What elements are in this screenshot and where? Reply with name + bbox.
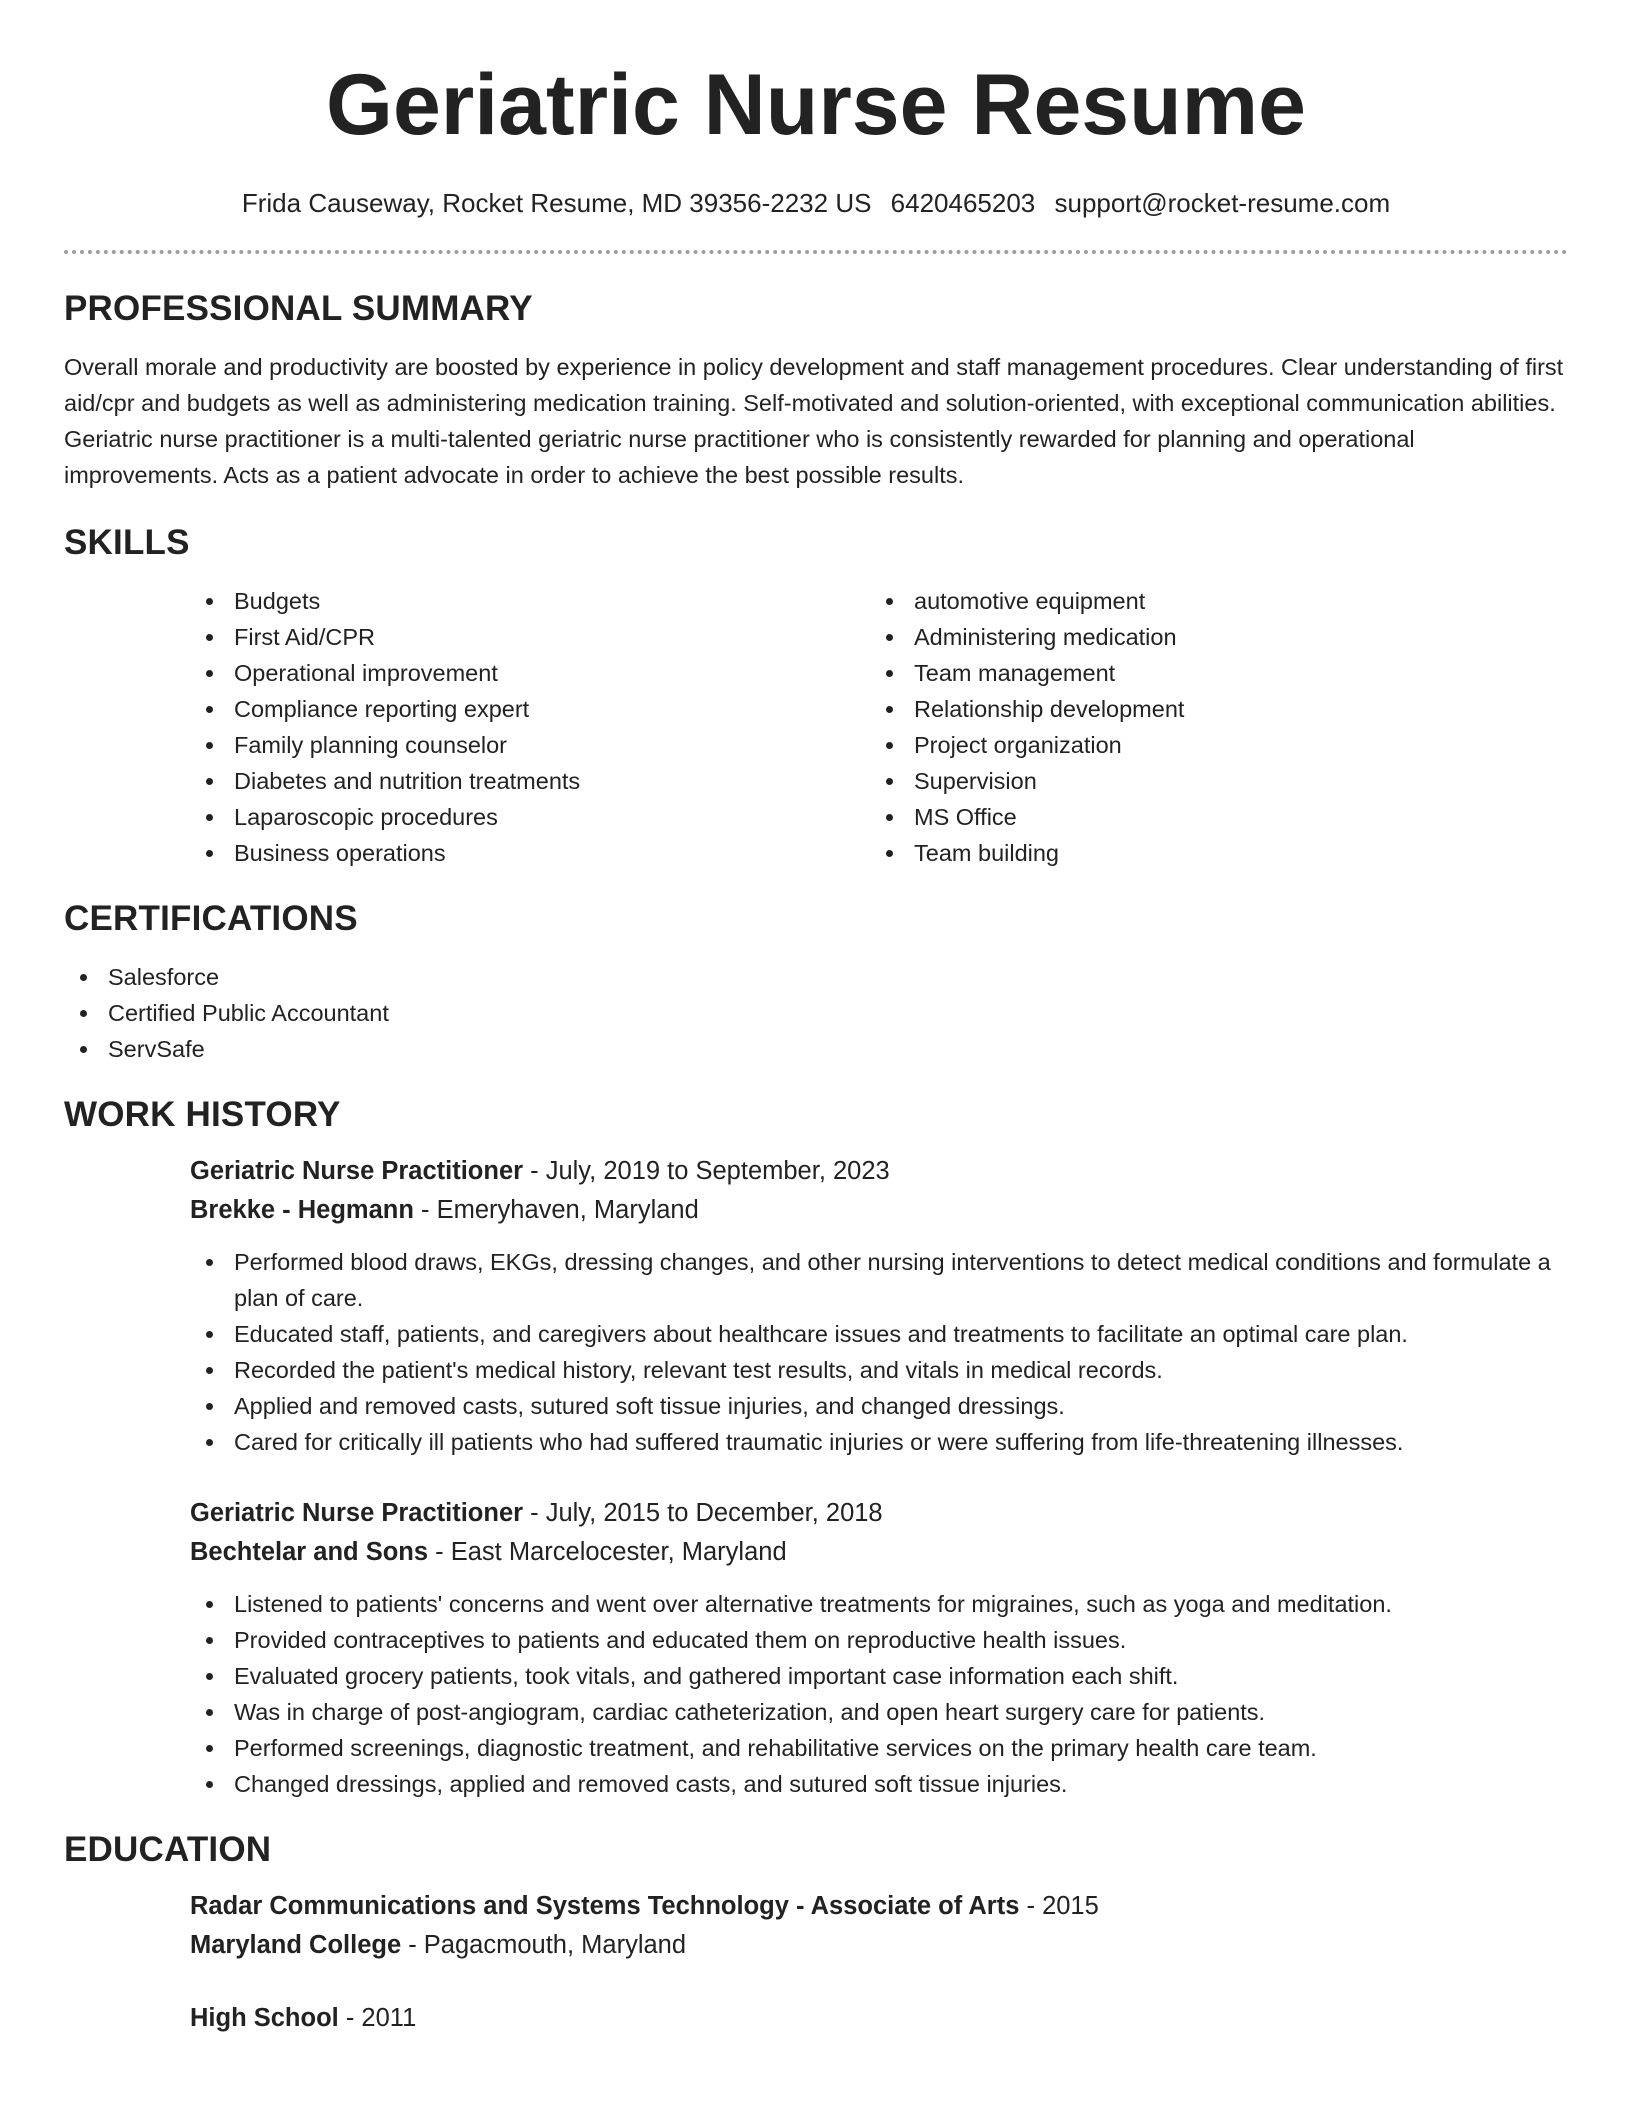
education-location: - Pagacmouth, Maryland [401,1931,687,1959]
resume-title: Geriatric Nurse Resume [326,57,1306,153]
skill-item: Budgets [190,583,870,619]
certifications-list [64,959,1568,1067]
skill-item: Team building [870,835,1550,871]
job-duty: Cared for critically ill patients who had suffered traumatic injuries or were suffering from life-threatening illnesses. [190,1424,1568,1460]
job-location: - East Marcelocester, Maryland [428,1538,787,1566]
skill-item: Business operations [190,835,870,871]
skill-item: Project organization [870,727,1550,763]
skill-item: Laparoscopic procedures [190,799,870,835]
summary-section [64,287,1568,493]
skills-heading: SKILLS [64,523,190,562]
job-company: Bechtelar and Sons [190,1538,429,1566]
education-year: - 2011 [338,2004,417,2032]
skill-item: Administering medication [870,619,1550,655]
skills-section [64,521,1568,871]
work-heading: WORK HISTORY [64,1095,341,1134]
certification-item: Salesforce [64,959,1568,995]
skill-item: Diabetes and nutrition treatments [190,763,870,799]
education-degree: Radar Communications and Systems Technology - Associate of Arts [190,1892,1020,1920]
skill-item: Family planning counselor [190,727,870,763]
summary-text: Overall morale and productivity are boosted by experience in policy development and staff management procedures. Clear understanding of first aid/cpr and budgets as well as administering medication training. Self-motivated and solution-oriented, with exceptional communication abilities. Geriatric nurse practitioner is a multi-talented geriatric nurse practitioner who is consistently rewarded for planning and operational improvements. Acts as a patient advocate in order to achieve the best possible results. [64,354,1564,488]
education-school-line [190,1926,1568,1965]
contact-address: Frida Causeway, Rocket Resume, MD 39356-2232 US [241,188,872,218]
job-company: Brekke - Hegmann [190,1196,414,1224]
job-company-line [190,1533,1568,1572]
job-duties-list [190,1244,1568,1460]
job-entry [190,1494,1568,1802]
job-duty: Evaluated grocery patients, took vitals, and gathered important case information each shift. [190,1658,1568,1694]
job-duty: Was in charge of post-angiogram, cardiac catheterization, and open heart surgery care for patients. [190,1694,1568,1730]
work-section [64,1093,1568,1802]
job-duty: Recorded the patient's medical history, relevant test results, and vitals in medical records. [190,1352,1568,1388]
job-duty: Applied and removed casts, sutured soft tissue injuries, and changed dressings. [190,1388,1568,1424]
skill-item: Operational improvement [190,655,870,691]
skill-item: First Aid/CPR [190,619,870,655]
job-title: Geriatric Nurse Practitioner [190,1157,524,1185]
skill-item: Team management [870,655,1550,691]
job-entry [190,1152,1568,1460]
certification-item: ServSafe [64,1031,1568,1067]
skill-item: Supervision [870,763,1550,799]
certification-item: Certified Public Accountant [64,995,1568,1031]
job-title-line [190,1152,1568,1191]
certifications-heading: CERTIFICATIONS [64,899,358,938]
resume-page [64,0,1568,2038]
education-section [64,1828,1568,2038]
job-title-line [190,1494,1568,1533]
job-company-line [190,1191,1568,1230]
skills-list-left [190,583,870,871]
education-entry [190,1999,1568,2038]
skills-list-right [870,583,1550,871]
contact-line [64,186,1568,220]
education-heading: EDUCATION [64,1830,272,1869]
skill-item: Compliance reporting expert [190,691,870,727]
skill-item: MS Office [870,799,1550,835]
skill-item: automotive equipment [870,583,1550,619]
skills-grid [190,583,1568,871]
job-duty: Changed dressings, applied and removed casts, and sutured soft tissue injuries. [190,1766,1568,1802]
job-title: Geriatric Nurse Practitioner [190,1499,524,1527]
job-duty: Performed blood draws, EKGs, dressing changes, and other nursing interventions to detect medical conditions and formulate a plan of care. [190,1244,1568,1316]
education-degree-line [190,1887,1568,1926]
education-degree-line [190,1999,1568,2038]
contact-email: support@rocket-resume.com [1054,188,1391,218]
job-duty: Performed screenings, diagnostic treatment, and rehabilitative services on the primary health care team. [190,1730,1568,1766]
job-duty: Provided contraceptives to patients and educated them on reproductive health issues. [190,1622,1568,1658]
education-entry [190,1887,1568,1965]
job-location: - Emeryhaven, Maryland [413,1196,699,1224]
job-dates: - July, 2015 to December, 2018 [523,1499,883,1527]
certifications-section [64,897,1568,1067]
header-divider [64,250,1568,254]
job-duty: Educated staff, patients, and caregivers about healthcare issues and treatments to facilitate an optimal care plan. [190,1316,1568,1352]
contact-phone: 6420465203 [890,188,1036,218]
skill-item: Relationship development [870,691,1550,727]
education-school: Maryland College [190,1931,402,1959]
education-year: - 2015 [1019,1892,1099,1920]
job-duty: Listened to patients' concerns and went over alternative treatments for migraines, such as yoga and meditation. [190,1586,1568,1622]
education-degree: High School [190,2004,339,2032]
job-dates: - July, 2019 to September, 2023 [523,1157,890,1185]
job-duties-list [190,1586,1568,1802]
summary-heading: PROFESSIONAL SUMMARY [64,289,533,328]
